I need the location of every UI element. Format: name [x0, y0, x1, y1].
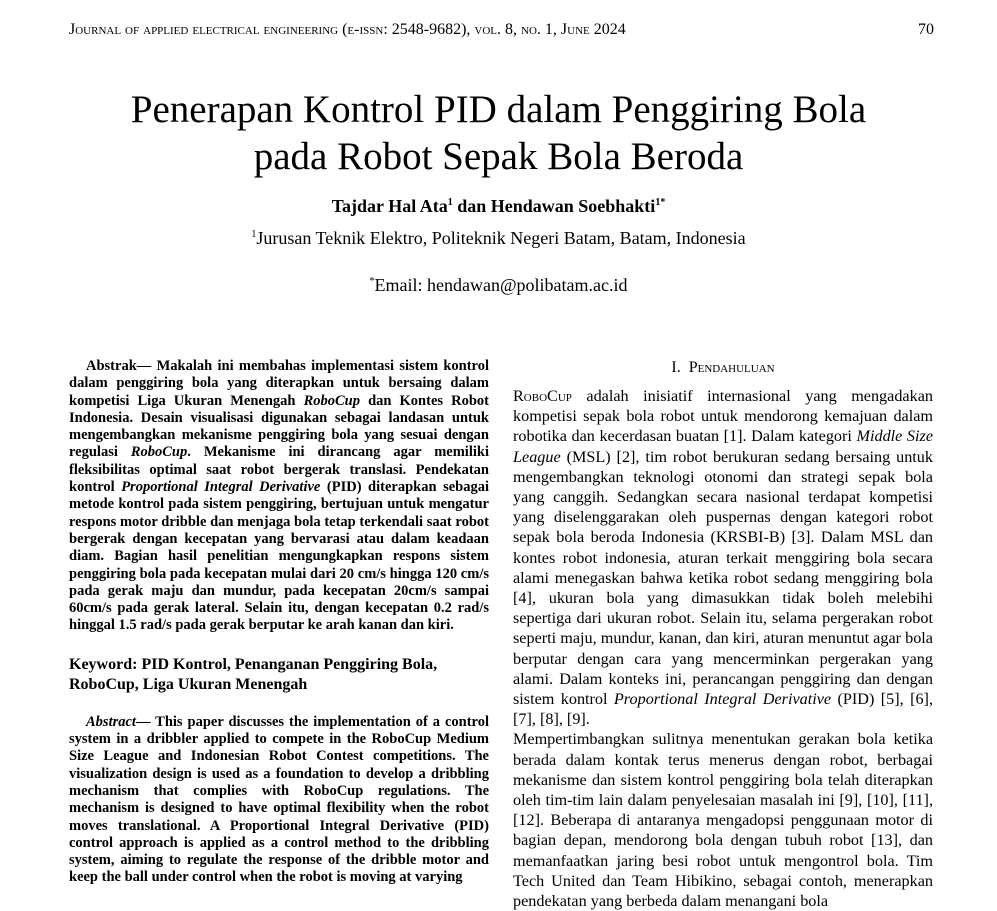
section-title: Pendahuluan	[688, 359, 775, 376]
abstrak-italic-3: Proportional Integral Derivative	[121, 479, 321, 496]
running-header	[69, 21, 934, 39]
author-1-affiliation-mark: 1	[447, 197, 453, 208]
keywords-label: Keyword:	[69, 655, 138, 673]
affiliation-mark: 1	[251, 229, 257, 240]
author-2: Hendawan Soebhakti	[490, 196, 656, 216]
keywords	[69, 655, 489, 695]
abstract-en-dash: —	[135, 713, 151, 730]
right-column	[513, 358, 933, 911]
intro-p1-italic-1: Middle Size League	[513, 427, 934, 466]
email-mark: *	[369, 276, 375, 287]
abstrak-italic-1: RoboCup	[303, 392, 360, 409]
affiliation-text: Jurusan Teknik Elektro, Politeknik Negeri Batam, Batam, Indonesia	[256, 228, 746, 248]
affiliation	[0, 228, 997, 249]
intro-robocup: RoboCup	[513, 387, 572, 405]
title-line-1: Penerapan Kontrol PID dalam Penggiring Bola	[130, 88, 867, 131]
email-text: Email: hendawan@polibatam.ac.id	[374, 275, 628, 295]
abstrak-text-2: dan Kontes Robot Indonesia. Desain visualisasi digunakan sebagai landasan untuk mengembangkan mekanisme penggiring bola yang sesuai dengan regulasi	[69, 392, 489, 461]
intro-paragraph-1	[513, 386, 933, 729]
intro-p1-text-2: (MSL) [2], tim robot berukuran sedang bersaing untuk mengembangkan teknologi otonomi dan strategi sepak bola yang canggih. Sedangkan secara nasional terdapat kompetisi yang diselenggarakan oleh puspernas dengan kategori robot sepak bola beroda Indonesia (KRSBI-B) [3]. Dalam MSL dan kontes robot indonesia, aturan terkait menggiring bola secara alami menegaskan bahwa ketika robot sedang menggiring bola [4], ukuran bola yang dimasukkan tidak boleh melebihi sepertiga dari ukuran robot. Selain itu, selama pergerakan robot seperti maju, mundur, kanan, dan kiri, aturan menuntut agar bola berputar dengan cara yang mencerminkan pergerakan yang alami. Dalam konteks ini, perancangan penggiring dan dengan sistem kontrol	[513, 447, 933, 709]
abstrak-paragraph	[69, 358, 489, 635]
author-conjunction: dan	[452, 196, 491, 216]
corresponding-email	[0, 275, 997, 296]
section-number: I.	[671, 359, 681, 376]
author-2-affiliation-mark: 1*	[655, 197, 666, 208]
keywords-values: PID Kontrol, Penanganan Penggiring Bola, RoboCup, Liga Ukuran Menengah	[69, 655, 438, 693]
abstrak-text-4: (PID) diterapkan sebagai metode kontrol pada sistem penggiring, bertujuan untuk mengatur respons motor dribble dan menjaga bola tetap terkendali saat robot bergerak dengan kecepatan yang bervarasi atau dalam keadaan diam. Bagian hasil penelitian mengungkapkan respons sistem penggiring bola pada kecepatan mulai dari 20 cm/s hingga 120 cm/s pada gerak maju dan mundur, pada kecepatan 20cm/s sampai 60cm/s pada gerak lateral. Selain itu, dengan kecepatan 0.2 rad/s hinggal 1.5 rad/s pada gerak berputar ke arah kanan dan kiri.	[69, 479, 489, 634]
paper-title	[0, 86, 997, 180]
title-line-2: pada Robot Sepak Bola Beroda	[253, 135, 744, 178]
author-list	[0, 196, 997, 217]
abstrak-lead: Abstrak—	[86, 358, 152, 374]
abstract-en-paragraph	[69, 714, 489, 887]
intro-p1-text-1: adalah inisiatif internasional yang mengadakan kompetisi sepak bola robot untuk mendorong kemajuan dalam robotika dan kecerdasan buatan [1]. Dalam kategori	[513, 387, 933, 446]
intro-p1-italic-2: Proportional Integral Derivative	[613, 690, 832, 709]
journal-citation: Journal of applied electrical engineering (e-issn: 2548-9682), vol. 8, no. 1, June 2024	[69, 21, 626, 38]
abstract-en-text: This paper discusses the implementation of a control system in a dribbler applied to compete in the RoboCup Medium Size League and Indonesian Robot Contest competitions. The visualization design is used as a foundation to develop a dribbling mechanism that complies with RoboCup regulations. The mechanism is designed to have optimal flexibility when the robot moves translational. A Proportional Integral Derivative (PID) control approach is applied as a control method to the dribbling system, aiming to regulate the response of the dribble motor and keep the ball under control when the robot is moving at varying	[69, 713, 489, 886]
page-number: 70	[918, 21, 934, 38]
abstrak-text-3: . Mekanisme ini dirancang agar memiliki fleksibilitas optimal saat robot bergerak translasi. Pendekatan kontrol	[69, 444, 489, 496]
left-column	[69, 358, 489, 887]
intro-p1-text-3: (PID) [5], [6], [7], [8], [9].	[513, 690, 933, 729]
author-1: Tajdar Hal Ata	[331, 196, 448, 216]
intro-paragraph-2: Mempertimbangkan sulitnya menentukan gerakan bola ketika berada dalam kontak terus menerus dengan robot, berbagai mekanisme dan sistem kontrol penggiring bola telah diterapkan oleh tim-tim lain dalam penyelesaian masalah ini [9], [10], [11], [12]. Beberapa di antaranya mengadopsi penggunaan motor di bagian depan, mendorong bola dengan tubuh robot [13], dan memanfaatkan jaring besi robot untuk mengontrol bola. Tim Tech United dan Team Hibikino, sebagai contoh, menerapkan pendekatan yang berbeda dalam menangani bola	[513, 730, 933, 911]
abstract-en-lead: Abstract	[86, 713, 136, 730]
abstrak-italic-2: RoboCup	[130, 444, 188, 461]
abstrak-text-1: Makalah ini membahas implementasi sistem kontrol dalam penggiring bola yang diterapkan untuk bersaing dalam kompetisi Liga Ukuran Menengah	[69, 358, 489, 409]
section-heading-1	[513, 358, 933, 378]
